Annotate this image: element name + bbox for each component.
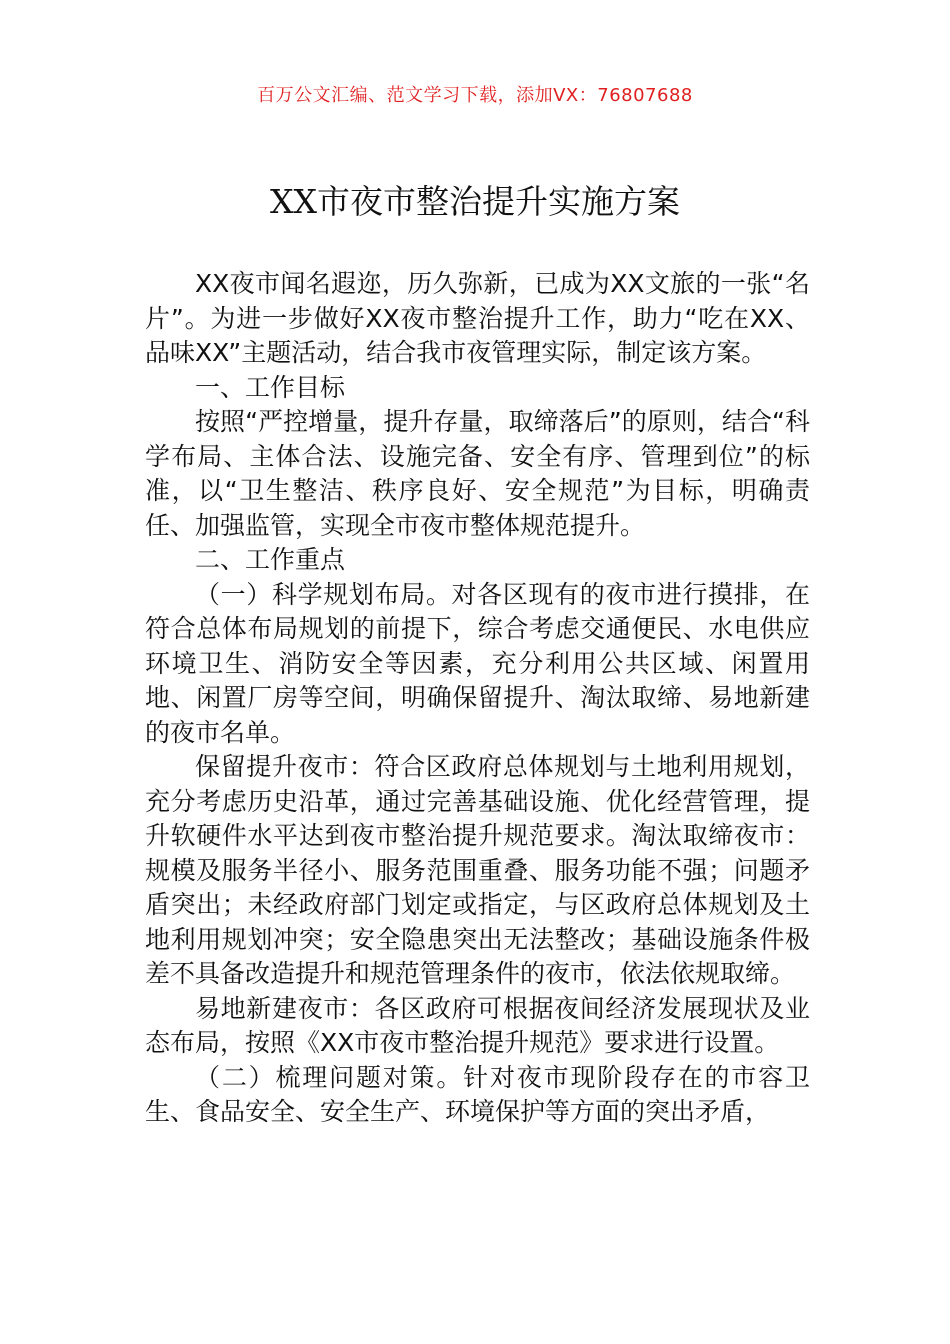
section-heading-goals: 一、工作目标 [195, 372, 346, 402]
paragraph-retain-eliminate: 保留提升夜市：符合区政府总体规划与土地利用规划，充分考虑历史沿革，通过完善基础设施、优化经营管理，提升软硬件水平达到夜市整治提升规范要求。淘汰取缔夜市：规模及服务半径小、服务范围重叠、服务功能不强；问题矛盾突出；未经政府部门划定或指定，与区政府总体规划及土地利用规划冲突；安全隐患突出无法整改；基础设施条件极差不具备改造提升和规范管理条件的夜市，依法依规取缔。 [145, 752, 810, 988]
paragraph-goals: 按照“严控增量，提升存量，取缔落后”的原则，结合“科学布局、主体合法、设施完备、安全有序、管理到位”的标准，以“卫生整洁、秩序良好、安全规范”为目标，明确责任、加强监管，实现全市夜市整体规范提升。 [145, 407, 810, 540]
paragraph-intro: XX夜市闻名遐迩，历久弥新，已成为XX文旅的一张“名片”。为进一步做好XX夜市整治提升工作，助力“吃在XX、品味XX”主题活动，结合我市夜管理实际，制定该方案。 [145, 269, 810, 367]
document-body [145, 267, 810, 1130]
paragraph-relocate: 易地新建夜市：各区政府可根据夜间经济发展现状及业态布局，按照《XX市夜市整治提升规范》要求进行设置。 [145, 993, 810, 1057]
document-title: XX市夜市整治提升实施方案 [270, 182, 680, 221]
paragraph-layout-planning: （一）科学规划布局。对各区现有的夜市进行摸排，在符合总体布局规划的前提下，综合考虑交通便民、水电供应环境卫生、消防安全等因素，充分利用公共区域、闲置用地、闲置厂房等空间，明确保留提升、淘汰取缔、易地新建的夜市名单。 [145, 579, 810, 747]
paragraph-problem-sorting: （二）梳理问题对策。针对夜市现阶段存在的市容卫生、食品安全、安全生产、环境保护等方面的突出矛盾， [145, 1062, 810, 1126]
section-heading-focus: 二、工作重点 [195, 545, 346, 574]
header-banner: 百万公文汇编、范文学习下载，添加VX：76807688 [257, 85, 693, 106]
